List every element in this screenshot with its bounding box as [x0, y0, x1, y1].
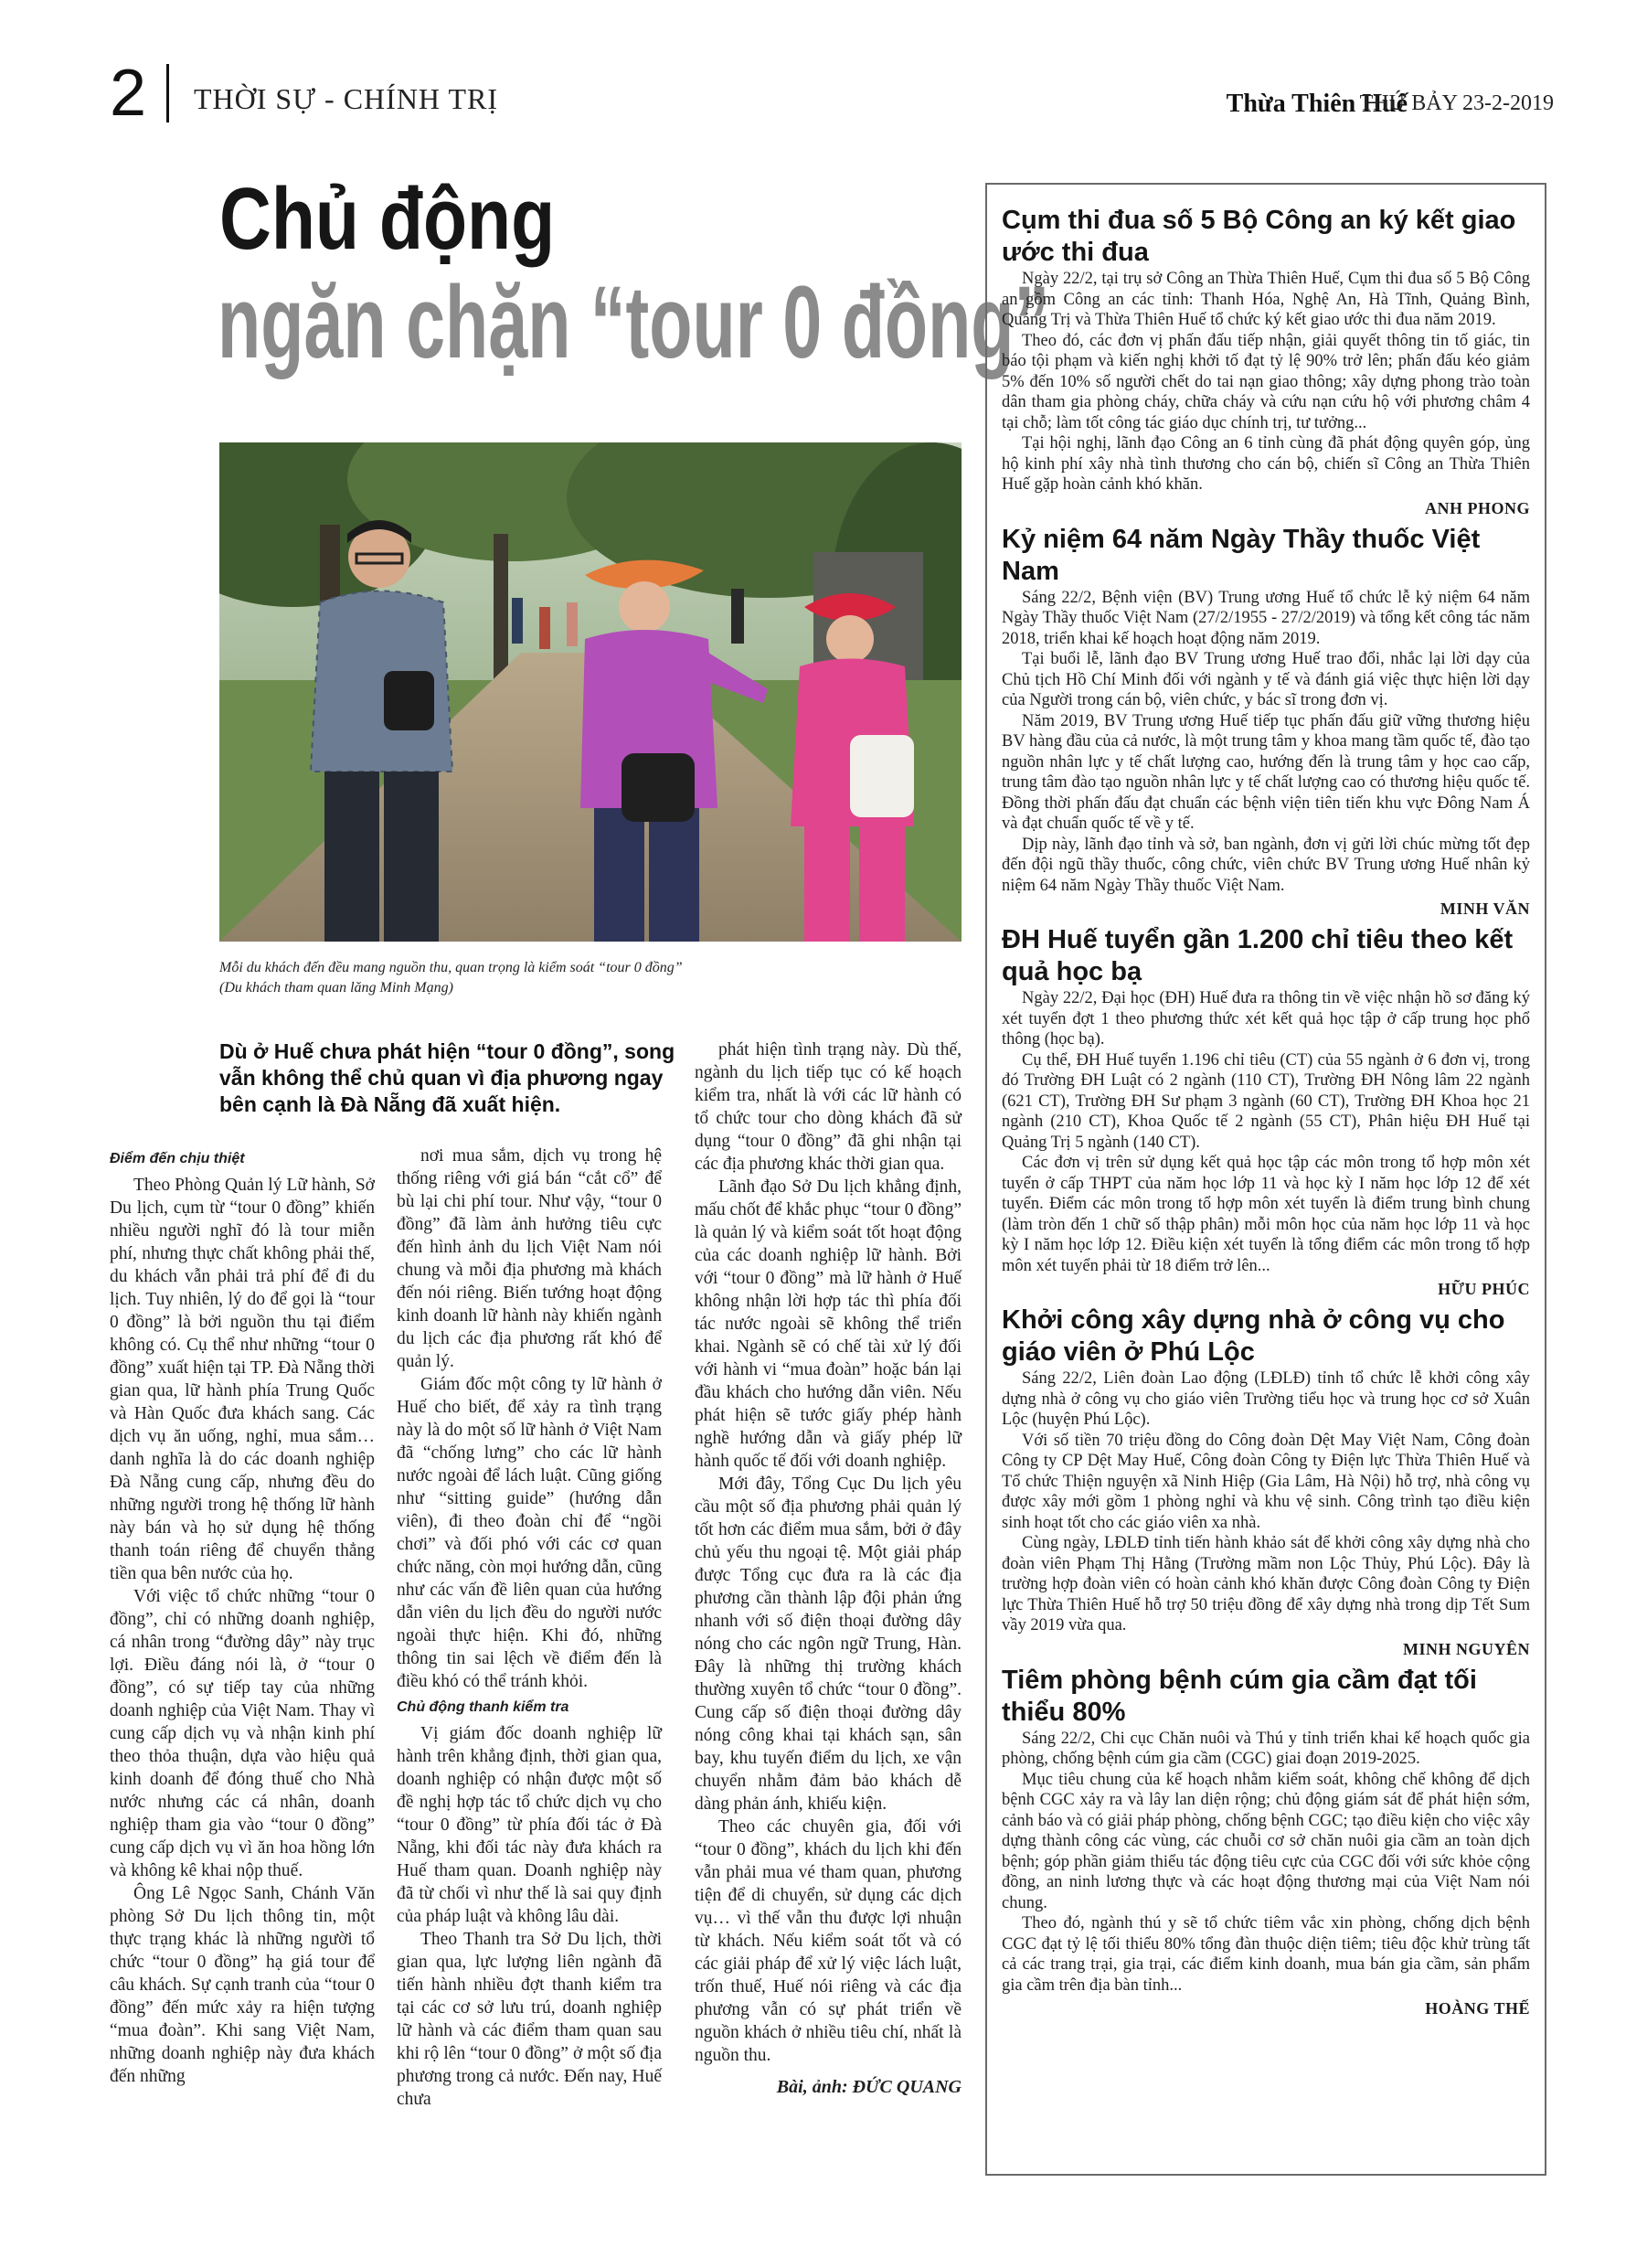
article-photo: [219, 442, 962, 942]
brief-body: [1002, 269, 1530, 495]
brief-author: HỮU PHÚC: [1438, 1280, 1530, 1298]
brief-item: [1002, 924, 1530, 1299]
brief-body: [1002, 588, 1530, 897]
paragraph: Ngày 22/2, Đại học (ĐH) Huế đưa ra thông tin về việc nhận hồ sơ đăng ký xét tuyển đợt 1 theo phương thức xét kết quả học tập ở cấp trung học phổ thông (học bạ).: [1002, 989, 1530, 1049]
article-byline: Bài, ảnh: ĐỨC QUANG: [776, 2077, 962, 2097]
article-lead: Dù ở Huế chưa phát hiện “tour 0 đồng”, song vẫn không thể chủ quan vì địa phương ngay bên cạnh là Đà Nẵng đã xuất hiện.: [219, 1039, 675, 1116]
brief-body: [1002, 988, 1530, 1276]
paragraph: Sáng 22/2, Bệnh viện (BV) Trung ương Huế tổ chức lễ kỷ niệm 64 năm Ngày Thầy thuốc Việt Nam (27/2/1955 - 27/2/2019) và tổng kết công tác năm 2018, triển khai kế hoạch hoạt động năm 2019.: [1002, 588, 1530, 648]
caption-line-2: (Du khách tham quan lăng Minh Mạng): [219, 980, 453, 996]
brief-author: ANH PHONG: [1425, 498, 1530, 517]
photo-caption: [219, 958, 962, 998]
article-column-1: [110, 1145, 375, 2088]
brief-title: Khởi công xây dựng nhà ở công vụ cho giáo viên ở Phú Lộc: [1002, 1305, 1505, 1367]
paragraph: Giám đốc một công ty lữ hành ở Huế cho biết, để xảy ra tình trạng này là do một số lữ hành ở Việt Nam đã “chống lưng” cho các lữ hành nước ngoài để lách luật. Cũng giống như “sitting guide” (hướng dẫn viên), đi theo đoàn chỉ để “ngồi chơi” và đối phó với các cơ quan chức năng, còn mọi hướng dẫn, cũng như các vấn đề liên quan của hướng dẫn viên du lịch đều do người nước ngoài thực hiện. Khi đó, những thông tin sai lệch về điểm đến là điều khó có thể tránh khỏi.: [397, 1375, 662, 1691]
paragraph: Dịp này, lãnh đạo tỉnh và sở, ban ngành, đơn vị gửi lời chúc mừng tốt đẹp đến đội ngũ thầy thuốc, công chức, viên chức BV Trung ương Huế nhân kỷ niệm 64 năm Ngày Thầy thuốc Việt Nam.: [1002, 835, 1530, 895]
brief-item: [1002, 1665, 1530, 2019]
paragraph: Theo các chuyên gia, đối với “tour 0 đồng”, khách du lịch khi đến vẫn phải mua vé tham quan, phương tiện để di chuyển, sử dụng các dịch vụ… vì thế vẫn thu được lợi nhuận từ khách. Nếu kiểm soát tốt và có các giải pháp để xử lý việc lách luật, trốn thuế, Huế nói riêng và các địa phương vẫn có sự phát triển về nguồn khách ở nhiều tiêu chí, nhất là nguồn thu.: [695, 1817, 962, 2065]
section-title: THỜI SỰ - CHÍNH TRỊ: [194, 82, 498, 115]
article-column-2: [397, 1145, 662, 2111]
paragraph: Theo Phòng Quản lý Lữ hành, Sở Du lịch, cụm từ “tour 0 đồng” khiến nhiều người nghĩ đó là tour miễn phí, nhưng thực chất không phải thế, du khách vẫn phải trả phí để đi du lịch. Tuy nhiên, lý do để gọi là “tour 0 đồng” là bởi nguồn thu tại điểm không có. Cụ thể như những “tour 0 đồng” xuất hiện tại TP. Đà Nẵng thời gian qua, lữ hành phía Trung Quốc và Hàn Quốc đưa khách sang. Các dịch vụ ăn uống, nghỉ, mua sắm… danh nghĩa là do các doanh nghiệp Đà Nẵng cung cấp, nhưng đều do những người trong hệ thống lữ hành này bán và họ sử dụng hệ thống thanh toán riêng để chuyển thẳng tiền qua bên nước của họ.: [110, 1176, 375, 1583]
brief-author: MINH VĂN: [1440, 900, 1530, 918]
brief-body: [1002, 1729, 1530, 1996]
paragraph: Với số tiền 70 triệu đồng do Công đoàn Dệt May Việt Nam, Công đoàn Công ty CP Dệt May Huế, Công đoàn Công ty Điện lực Thừa Thiên Huế và Tổ chức Thiện nguyện xã Ninh Hiệp (Gia Lâm, Hà Nội) hỗ trợ, nhà công vụ được xây mới gồm 1 phòng nghỉ và khu vệ sinh. Công trình tạo điều kiện sinh hoạt tốt cho các giáo viên xa nhà.: [1002, 1431, 1530, 1532]
subhead-diem-den: Điểm đến chịu thiệt: [110, 1151, 245, 1166]
page-header: [110, 57, 1554, 130]
paragraph: Với việc tổ chức những “tour 0 đồng”, chỉ có những doanh nghiệp, cá nhân trong “đường dây” này trục lợi. Điều đáng nói là, ở “tour 0 đồng”, có sự tiếp tay của những doanh nghiệp của Việt Nam. Thay vì cung cấp dịch vụ và nhận kinh phí theo thỏa thuận, dựa vào hiệu quả kinh doanh để đóng thuế cho Nhà nước nhưng các cá nhân, doanh nghiệp tham gia vào “tour 0 đồng” cung cấp dịch vụ vì ăn hoa hồng lớn và không kê khai nộp thuế.: [110, 1587, 375, 1880]
brief-item: [1002, 205, 1530, 518]
paragraph: Theo Thanh tra Sở Du lịch, thời gian qua, lực lượng liên ngành đã tiến hành nhiều đợt thanh kiểm tra tại các cơ sở lưu trú, doanh nghiệp lữ hành và các điểm tham quan sau khi rộ lên “tour 0 đồng” ở một số địa phương trong cả nước. Đến nay, Huế chưa: [397, 1930, 662, 2109]
paragraph: Mới đây, Tổng Cục Du lịch yêu cầu một số địa phương phải quản lý tốt hơn các điểm mua sắm, bởi ở đây chủ yếu thu ngoại tệ. Một giải pháp được Tổng cục đưa ra là các địa phương cần thành lập đội phản ứng nhanh với số điện thoại đường dây nóng cho các ngôn ngữ Trung, Hàn. Đây là những thị trường khách thường xuyên tổ chức “tour 0 đồng”. Cung cấp số điện thoại đường dây nóng công khai tại khách sạn, sân bay, khu tuyến điểm du lịch, xe vận chuyển nhằm đảm bảo khách dễ dàng phản ánh, khiếu kiện.: [695, 1475, 962, 1814]
paragraph: Vị giám đốc doanh nghiệp lữ hành trên khẳng định, thời gian qua, doanh nghiệp có nhận được một số đề nghị hợp tác tổ chức dịch vụ cho “tour 0 đồng” từ phía đối tác ở Đà Nẵng, khi đối tác này đưa khách ra Huế tham quan. Doanh nghiệp này đã từ chối vì như thế là sai quy định của pháp luật và không lâu dài.: [397, 1724, 662, 1926]
subhead-thanh-kiem-tra: Chủ động thanh kiểm tra: [397, 1699, 569, 1715]
paragraph: Cùng ngày, LĐLĐ tỉnh tiến hành khảo sát để khởi công xây dựng nhà cho đoàn viên Phạm Thị Hằng (Trường mầm non Lộc Thủy, Phú Lộc). Đây là trường hợp đoàn viên có hoàn cảnh khó khăn được Công đoàn Công ty Điện lực Thừa Thiên Huế hỗ trợ 50 triệu đồng để xây dựng nhà trong dịp Tết Sum vầy 2019 vừa qua.: [1002, 1534, 1530, 1634]
brief-body: [1002, 1368, 1530, 1636]
paragraph: Tại buổi lễ, lãnh đạo BV Trung ương Huế trao đổi, nhắc lại lời dạy của Chủ tịch Hồ Chí Minh đối với ngành y tế và đánh giá việc thực hiện lời dạy của Người trong cán bộ, viên chức, y bác sĩ trong đơn vị.: [1002, 650, 1530, 709]
article-column-3: [695, 1038, 962, 2099]
publication-date: THỨ BẢY 23-2-2019: [1359, 91, 1554, 115]
paragraph: phát hiện tình trạng này. Dù thế, ngành du lịch tiếp tục có kế hoạch kiểm tra, nhất là với các lữ hành có tổ chức tour cho dòng khách đã sử dụng “tour 0 đồng” đã ghi nhận tại các địa phương khác thời gian qua.: [695, 1040, 962, 1174]
header-divider: [166, 64, 169, 122]
tourists-photo-illustration: [219, 442, 962, 942]
paragraph: Ngày 22/2, tại trụ sở Công an Thừa Thiên Huế, Cụm thi đua số 5 Bộ Công an gồm Công an các tỉnh: Thanh Hóa, Nghệ An, Hà Tĩnh, Quảng Bình, Quảng Trị và Thừa Thiên Huế tổ chức ký kết giao ước thi đua năm 2019.: [1002, 270, 1530, 329]
paragraph: Tại hội nghị, lãnh đạo Công an 6 tỉnh cùng đã phát động quyên góp, ủng hộ kinh phí xây nhà tình thương cho cán bộ, chiến sĩ Công an Thừa Thiên Huế gặp hoàn cảnh khó khăn.: [1002, 434, 1530, 494]
paragraph: Cụ thể, ĐH Huế tuyển 1.196 chỉ tiêu (CT) của 55 ngành ở 6 đơn vị, trong đó Trường ĐH Luật có 2 ngành (110 CT), Trường ĐH Nông lâm 22 ngành (621 CT), Trường ĐH Sư phạm 3 ngành (60 CT), Trường ĐH Khoa học 21 ngành (210 CT), Khoa Quốc tế 2 ngành (55 CT), Phân hiệu ĐH Huế tại Quảng Trị 5 ngành (140 CT).: [1002, 1050, 1530, 1152]
paragraph: Lãnh đạo Sở Du lịch khẳng định, mấu chốt để khắc phục “tour 0 đồng” là quản lý và kiểm soát tốt hoạt động của các doanh nghiệp lữ hành. Bởi với “tour 0 đồng” mà lữ hành ở Huế không nhận lời hợp tác thì phía đối tác nước ngoài sẽ không thể triển khai. Ngành sẽ có chế tài xử lý đối với hành vi “mua đoàn” hoặc bán lại đầu khách cho hướng dẫn viên. Nếu phát hiện sẽ tước giấy phép hành nghề hướng dẫn và giấy phép lữ hành quốc tế đối với doanh nghiệp.: [695, 1177, 962, 1471]
paragraph: nơi mua sắm, dịch vụ trong hệ thống riêng với giá bán “cắt cổ” để bù lại chi phí tour. Như vậy, “tour 0 đồng” đã làm ảnh hưởng tiêu cực đến hình ảnh du lịch Việt Nam nói chung và mỗi địa phương mà khách đến nói riêng. Biến tướng hoạt động kinh doanh lữ hành này khiến ngành du lịch các địa phương rất khó để quản lý.: [397, 1146, 662, 1371]
paragraph: Mục tiêu chung của kế hoạch nhằm kiểm soát, không chế không để dịch bệnh CGC xảy ra và lây lan diện rộng; chủ động giám sát để phát hiện sớm, cảnh báo và có giải pháp phòng, chống bệnh CGC; tạo điều kiện cho việc xây dựng thành công các vùng, các chuỗi cơ sở chăn nuôi gia cầm an toàn dịch bệnh; góp phần giảm thiểu tác động tiêu cực của CGC đối với sức khỏe cộng đồng, an ninh lương thực và các hoạt động thương mại của Việt Nam nói chung.: [1002, 1770, 1530, 1912]
brief-title: Cụm thi đua số 5 Bộ Công an ký kết giao ước thi đua: [1002, 206, 1516, 267]
news-briefs-box: [985, 183, 1546, 2176]
paragraph: Các đơn vị trên sử dụng kết quả học tập các môn trong tổ hợp môn xét tuyển ở cấp THPT của năm học lớp 11 và học kỳ I năm học lớp 12 để xét tuyển. Điểm các môn trong tổ hợp môn xét tuyển là điểm trung bình chung (làm tròn đến 1 chữ số thập phân) mỗi môn học của năm học lớp 11 và học kỳ I năm học lớp 12. Điều kiện xét tuyển là tổng điểm các môn trong tổ hợp môn xét tuyển phải từ 18 điểm trở lên...: [1002, 1154, 1530, 1275]
paragraph: Năm 2019, BV Trung ương Huế tiếp tục phấn đấu giữ vững thương hiệu BV hàng đầu của cả nước, là một trung tâm y khoa mang tầm quốc tế, đào tạo nguồn nhân lực y tế chất lượng cao, hướng đến là trung tâm y học cao cấp, trung tâm đào tạo nguồn nhân lực y tế chất lượng cao có thương hiệu quốc tế. Đồng thời phấn đấu đạt chuẩn các bệnh viện tiên tiến khu vực Đông Nam Á và đạt chuẩn quốc tế về y tế.: [1002, 711, 1530, 833]
caption-line-1: Mỗi du khách đến đều mang nguồn thu, quan trọng là kiểm soát “tour 0 đồng”: [219, 960, 683, 975]
headline-line1: Chủ động: [219, 170, 556, 268]
paragraph: Sáng 22/2, Liên đoàn Lao động (LĐLĐ) tỉnh tổ chức lễ khởi công xây dựng nhà ở công vụ cho giáo viên Trường tiểu học và trung học cơ sở Xuân Lộc (huyện Phú Lộc).: [1002, 1369, 1530, 1429]
paragraph: Theo đó, ngành thú y sẽ tổ chức tiêm vắc xin phòng, chống dịch bệnh CGC đạt tỷ lệ tối thiểu 80% tổng đàn thuộc diện tiêm; tiêu độc khử trùng tất cả các trang trại, gia trại, các điểm kinh doanh, mua bán gia cầm, sản phẩm gia cầm trên địa bàn tỉnh...: [1002, 1914, 1530, 1995]
paragraph: Theo đó, các đơn vị phấn đấu tiếp nhận, giải quyết thông tin tố giác, tin báo tội phạm và kiến nghị khởi tố đạt tỷ lệ 90% trở lên; phấn đấu kéo giảm 5% đến 10% số người chết do tai nạn giao thông; xây dựng phong trào toàn dân tham gia phòng cháy, chữa cháy và cứu nạn cứu hộ với phương châm 4 tại chỗ; làm tốt công tác giáo dục chính trị, tư tưởng...: [1002, 331, 1530, 432]
headline-line2: ngăn chặn “tour 0 đồng”: [218, 265, 1050, 379]
paragraph: Sáng 22/2, Chi cục Chăn nuôi và Thú y tỉnh triển khai kế hoạch quốc gia phòng, chống bệnh cúm gia cầm (CGC) giai đoạn 2019-2025.: [1002, 1729, 1530, 1768]
page-number: 2: [110, 57, 147, 130]
masthead: Thừa Thiên Huế: [1226, 90, 1408, 118]
brief-author: MINH NGUYÊN: [1403, 1639, 1530, 1658]
paragraph: Ông Lê Ngọc Sanh, Chánh Văn phòng Sở Du lịch thông tin, một thực trạng khác là những người tổ chức “tour 0 đồng” hạ giá tour để câu khách. Sự cạnh tranh của “tour 0 đồng” đến mức xảy ra hiện tượng “mua đoàn”. Khi sang Việt Nam, những doanh nghiệp này đưa khách đến những: [110, 1884, 375, 2086]
brief-item: [1002, 1304, 1530, 1659]
brief-item: [1002, 524, 1530, 920]
brief-title: Tiêm phòng bệnh cúm gia cầm đạt tối thiểu 80%: [1002, 1665, 1477, 1727]
brief-title: Kỷ niệm 64 năm Ngày Thầy thuốc Việt Nam: [1002, 524, 1481, 586]
brief-title: ĐH Huế tuyển gần 1.200 chỉ tiêu theo kết quả học bạ: [1002, 925, 1514, 986]
brief-author: HOÀNG THẾ: [1425, 1999, 1530, 2018]
